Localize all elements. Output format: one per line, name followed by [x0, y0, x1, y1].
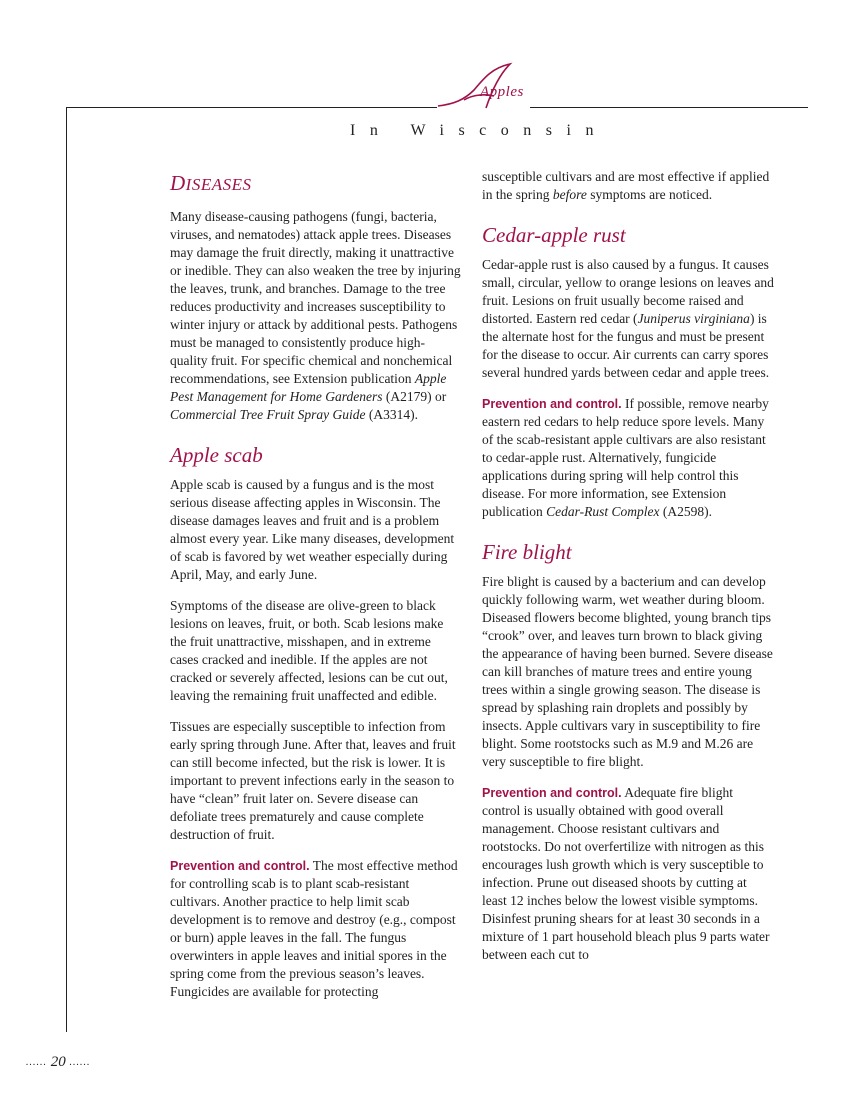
prevention-lead: Prevention and control. — [170, 859, 310, 873]
diseases-intro: Many disease-causing pathogens (fungi, bacteria, viruses, and nematodes) attack apple trees. Diseases may damage the fruit directly, making it unattractive or inedible. They can also weaken the tree by injuring the leaves, trunk, and branches. Damage to the tree reduces productivity and increases susceptibility to winter injury or attack by additional pests. Pathogens must be managed to consistently produce high-quality fruit. For specific chemical and nonchemical recommendations, see Extension publication Apple Pest Management for Home Gardeners (A2179) or Commercial Tree Fruit Spray Guide (A3314). — [170, 209, 461, 422]
footer-dots-right: ...... — [69, 1057, 91, 1069]
page-number: 20 — [50, 1054, 66, 1070]
prevention-lead: Prevention and control. — [482, 786, 622, 800]
scab-paragraph-3: Tissues are especially susceptible to infection from early spring through June. After that, leaves and fruit can still become infected, but the risk is lower. It is important to prevent infections early in the season to have “clean” fruit later on. Severe disease can defoliate trees prematurely and cause complete destruction of fruit. — [170, 719, 456, 842]
header-subtitle: In Wisconsin — [350, 122, 608, 139]
scab-prevention: Prevention and control. The most effective method for controlling scab is to plant scab-resistant cultivars. Another practice to help limit scab development is to remove and destroy (e.g., compost or burn) apple leaves in the fall. The fungus overwinters in apple leaves and initial spores in the spring come from the previous season’s leaves. Fungicides are available for protecting — [170, 858, 458, 999]
cedar-apple-rust-heading: Cedar-apple rust — [482, 223, 626, 247]
diseases-heading: DISEASES — [170, 171, 252, 195]
blight-paragraph-1: Fire blight is caused by a bacterium and can develop quickly following warm, wet weather during bloom. Diseased flowers become blighted, young branch tips “crook” over, and leaves turn brown to black giving the appearance of having been burned. Severe disease can kill branches of mature trees and entire young trees within a single growing season. The disease is spread by splashing rain droplets and possibly by insects. Apple cultivars vary in susceptibility to fire blight. Some rootstocks such as M.9 and M.26 are very susceptible to fire blight. — [482, 574, 773, 769]
left-column — [170, 168, 462, 1014]
page-footer — [26, 1054, 91, 1071]
right-column — [482, 168, 774, 977]
header-rule-left — [67, 107, 437, 108]
margin-rule — [66, 107, 67, 1032]
logo-text: Apples — [480, 84, 524, 100]
scab-continuation: susceptible cultivars and are most effective if applied in the spring before symptoms are noticed. — [482, 169, 770, 202]
blight-prevention: Prevention and control. Adequate fire blight control is usually obtained with good overall management. Choose resistant cultivars and rootstocks. Do not overfertilize with nitrogen as this encourages lush growth which is very susceptible to infection. Prune out diseased shoots by cutting at least 12 inches below the lowest visible symptoms. Disinfest pruning shears for at least 30 seconds in a mixture of 1 part household bleach plus 9 parts water between each cut to — [482, 785, 770, 962]
rust-paragraph-1: Cedar-apple rust is also caused by a fungus. It causes small, circular, yellow to orange lesions on leaves and fruit. Lesions on fruit usually become raised and distorted. Eastern red cedar (Juniperus virginiana) is the alternate host for the fungus and must be present for the disease to occur. Air currents can carry spores several hundred yards between cedar and apple trees. — [482, 257, 774, 380]
fire-blight-heading: Fire blight — [482, 540, 572, 564]
scab-paragraph-2: Symptoms of the disease are olive-green to black lesions on leaves, fruit, or both. Scab lesions make the fruit unattractive, misshapen, and in extreme cases cracked and inedible. If the apples are not cracked or severely affected, lesions can be cut out, leaving the remaining fruit unaffected and edible. — [170, 598, 448, 703]
footer-dots-left: ...... — [26, 1057, 47, 1069]
prevention-lead: Prevention and control. — [482, 397, 622, 411]
header-rule-right — [530, 107, 808, 108]
scab-paragraph-1: Apple scab is caused by a fungus and is the most serious disease affecting apples in Wisconsin. The disease damages leaves and fruit and is a problem almost every year. Like many diseases, development of scab is favored by wet weather especially during April, May, and early June. — [170, 477, 455, 582]
apple-scab-heading: Apple scab — [170, 443, 263, 467]
rust-prevention: Prevention and control. If possible, remove nearby eastern red cedars to help reduce spore levels. Many of the scab-resistant apple cultivars are also resistant to cedar-apple rust. Alternatively, fungicide applications during spring will help control this disease. For more information, see Extension publication Cedar-Rust Complex (A2598). — [482, 396, 769, 519]
